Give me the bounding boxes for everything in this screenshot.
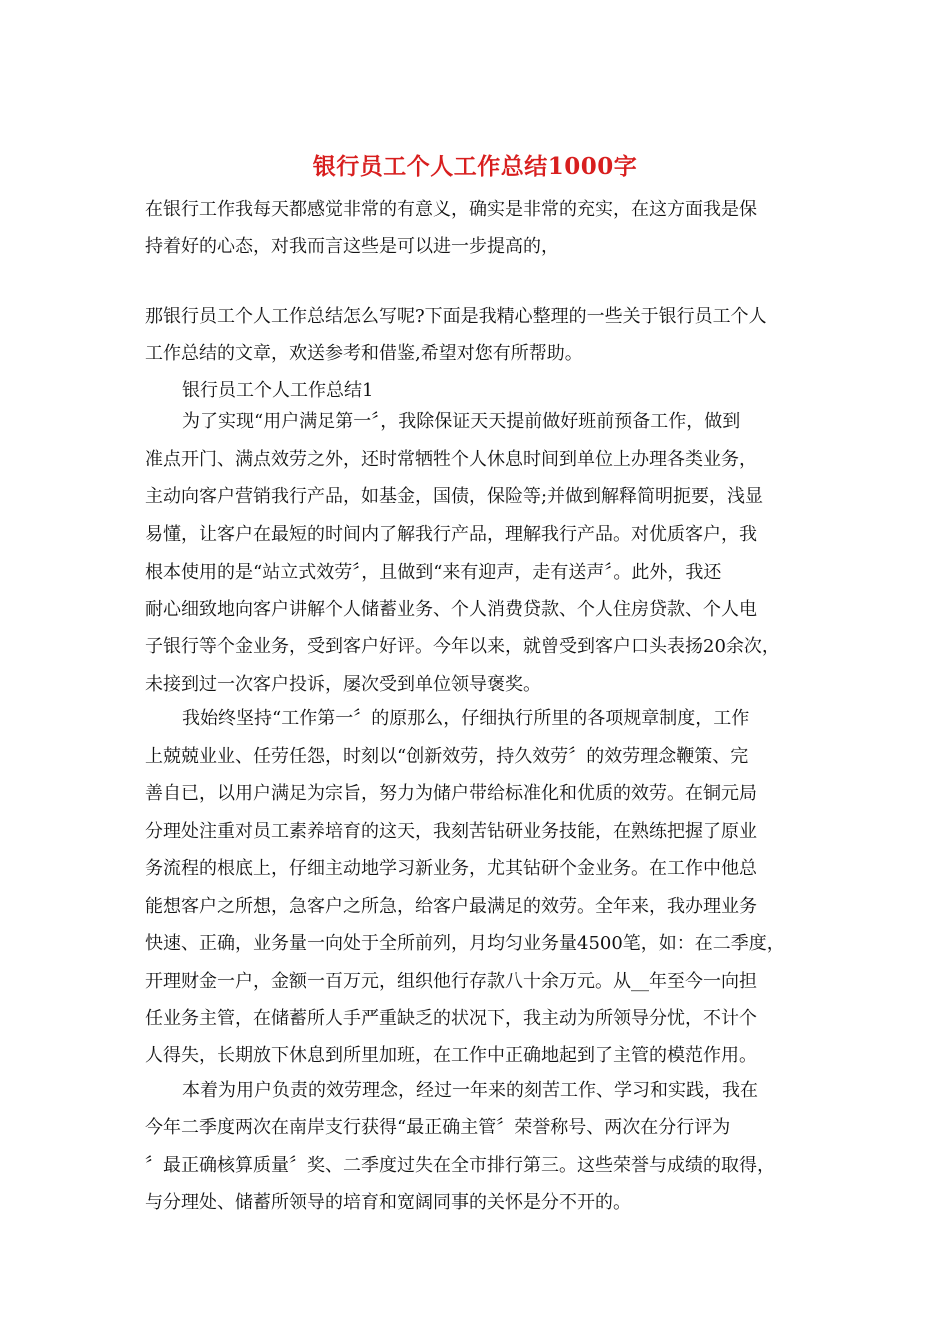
text-line: 易懂，让客户在最短的时间内了解我行产品，理解我行产品。对优质客户，我 xyxy=(145,524,757,545)
text-line: 工作总结的文章，欢送参考和借鉴,希望对您有所帮助。 xyxy=(145,343,583,364)
text-line: 人得失，长期放下休息到所里加班，在工作中正确地起到了主管的模范作用。 xyxy=(145,1045,757,1066)
text-line: 我始终坚持“工作第一〞的原那么，仔细执行所里的各项规章制度，工作 xyxy=(182,708,750,729)
document-title: 银行员工个人工作总结1000字 xyxy=(312,153,638,180)
text-line: 能想客户之所想，急客户之所急，给客户最满足的效劳。全年来，我办理业务 xyxy=(145,896,757,917)
text-line: 快速、正确，业务量一向处于全所前列，月均匀业务量4500笔，如：在二季度， xyxy=(145,933,785,954)
text-line: 务流程的根底上，仔细主动地学习新业务，尤其钻研个金业务。在工作中他总 xyxy=(145,858,757,879)
text-line: 主动向客户营销我行产品，如基金，国债，保险等;并做到解释简明扼要，浅显 xyxy=(145,486,764,507)
section-heading: 银行员工个人工作总结1 xyxy=(182,380,374,401)
text-line: 在银行工作我每天都感觉非常的有意义，确实是非常的充实，在这方面我是保 xyxy=(145,199,757,220)
text-line: 今年二季度两次在南岸支行获得“最正确主管〞荣誉称号、两次在分行评为 xyxy=(145,1117,731,1138)
text-line: 持着好的心态，对我而言这些是可以进一步提高的， xyxy=(145,236,559,257)
text-line: 为了实现“用户满足第一〞，我除保证天天提前做好班前预备工作，做到 xyxy=(182,411,741,432)
text-line: 〞最正确核算质量〞奖、二季度过失在全市排行第三。这些荣誉与成绩的取得， xyxy=(145,1155,775,1176)
text-line: 善自已，以用户满足为宗旨，努力为储户带给标准化和优质的效劳。在铜元局 xyxy=(145,783,757,804)
text-line: 本着为用户负责的效劳理念，经过一年来的刻苦工作、学习和实践，我在 xyxy=(182,1080,758,1101)
text-line: 与分理处、储蓄所领导的培育和宽阔同事的关怀是分不开的。 xyxy=(145,1192,631,1213)
text-line: 那银行员工个人工作总结怎么写呢?下面是我精心整理的一些关于银行员工个人 xyxy=(145,306,767,327)
text-line: 未接到过一次客户投诉，屡次受到单位领导褒奖。 xyxy=(145,674,541,695)
text-line: 分理处注重对员工素养培育的这天，我刻苦钻研业务技能，在熟练把握了原业 xyxy=(145,821,757,842)
text-line: 上兢兢业业、任劳任怨，时刻以“创新效劳，持久效劳〞的效劳理念鞭策、完 xyxy=(145,746,749,767)
text-line: 耐心细致地向客户讲解个人储蓄业务、个人消费贷款、个人住房贷款、个人电 xyxy=(145,599,757,620)
text-line: 子银行等个金业务，受到客户好评。今年以来，就曾受到客户口头表扬20余次， xyxy=(145,636,780,657)
text-line: 任业务主管，在储蓄所人手严重缺乏的状况下，我主动为所领导分忧，不计个 xyxy=(145,1008,757,1029)
text-line: 开理财金一户，金额一百万元，组织他行存款八十余万元。从__年至今一向担 xyxy=(145,971,757,992)
text-line: 准点开门、满点效劳之外，还时常牺牲个人休息时间到单位上办理各类业务， xyxy=(145,449,757,470)
text-line: 根本使用的是“站立式效劳〞，且做到“来有迎声，走有送声〞。此外，我还 xyxy=(145,562,722,583)
